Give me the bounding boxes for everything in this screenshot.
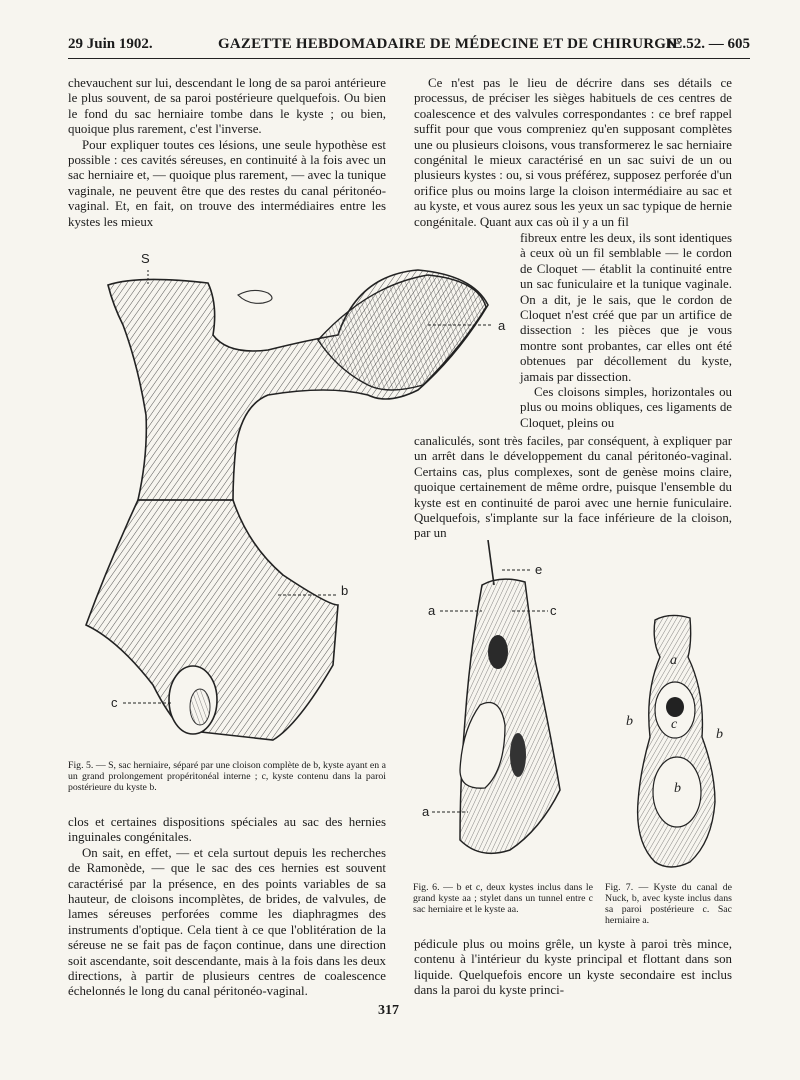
label-a-bottom: a — [422, 804, 430, 819]
left-bottom-text — [68, 815, 386, 1000]
figure-6-caption: Fig. 6. — b et c, deux kystes inclus dans le grand kyste aa ; stylet dans un tunnel entre c sac herniaire et le kyste aa. — [413, 882, 593, 915]
label-c: c — [111, 695, 118, 710]
paragraph: Ces cloisons simples, horizontales ou plus ou moins obliques, ces ligaments de Cloquet, pleins ou — [520, 385, 732, 430]
paragraph: clos et certaines dispositions spéciales au sac des hernies inguinales congénitales. — [68, 815, 386, 845]
page-number: 317 — [378, 1003, 399, 1018]
figure-6-illustration — [420, 540, 590, 870]
issue-page-number: N° 52. — 605 — [665, 36, 750, 52]
label-b-left: b — [626, 714, 633, 729]
cyst-c-inner-shape — [190, 689, 210, 725]
right-narrow-text — [520, 231, 732, 431]
label-a: a — [670, 653, 677, 668]
label-b: b — [341, 583, 349, 598]
cyst-dark-shape — [510, 733, 526, 777]
header-date: 29 Juin 1902. — [68, 36, 153, 52]
label-e: e — [535, 562, 543, 577]
label-c: c — [671, 717, 678, 732]
label-a-top: a — [428, 603, 436, 618]
label-b-right: b — [716, 727, 723, 742]
fragment-shape — [238, 290, 272, 303]
figure-7-illustration — [620, 612, 735, 874]
paragraph: Pour expliquer toutes ces lésions, une seule hypothèse est possible : ces cavités séreuses, en continuité à la fois avec un sac herniaire et, — quoique plus rarement, — avec la tunique vaginale, ne peuvent être que des restes du canal péritonéo-vaginal. Et, en fait, on trouve des intermédiaires entre les kystes les mieux — [68, 137, 386, 229]
running-header — [68, 36, 750, 59]
paragraph: canaliculés, sont très faciles, par conséquent, à expliquer par un arrêt dans le développement du canal péritonéo-vaginal. Certains cas, plus complexes, sont de genèse moins claire, quoique certainement de même ordre, puisque l'ensemble du kyste est en continuité de paroi avec une hernie funiculaire. Quelquefois, s'implante sur la face inférieure de la cloison, par un — [414, 434, 732, 541]
left-top-text — [68, 76, 386, 230]
label-a: a — [498, 318, 506, 333]
figure-7-caption: Fig. 7. — Kyste du canal de Nuck, b, avec kyste inclus dans sa paroi postérieure c. Sac herniaire a. — [605, 882, 732, 926]
paragraph: Ce n'est pas le lieu de décrire dans ses détails ce processus, de préciser les sièges habituels de ces centres de coalescence et des valvules correspondantes : ce bref rappel suffit pour que vous compreniez qu'en supposant complètes une ou plusieurs cloisons, vous transformerez le sac herniaire congénital le mieux caractérisé en un sac suivi de un ou plusieurs kystes : ou, si vous préférez, supposez perforée d'un orifice plus ou moins large la cloison intermédiaire au sac et au kyste, et vous aurez sous les yeux un sac typique de hernie congénitale. Quant aux cas où il y a un fil — [414, 76, 732, 229]
cyst-c-shape — [666, 697, 684, 717]
journal-title: GAZETTE HEBDOMADAIRE DE MÉDECINE ET DE CHIRURGIE. — [218, 36, 687, 52]
cyst-c-shape — [488, 635, 508, 669]
right-top-text — [414, 76, 732, 230]
label-c: c — [550, 603, 557, 618]
paragraph: fibreux entre les deux, ils sont identiques à ceux où un fil semblable — le cordon de Cloquet — établit la continuité entre un sac funiculaire et la tunique vaginale. On a dit, je le sais, que le cordon de Cloquet n'est créé que par un artifice de dissection : les pièces que je vous montre sont probantes, car elles ont été obtenues par décollement du kyste, jamais par dissection. — [520, 231, 732, 384]
figure-5-caption: Fig. 5. — S, sac herniaire, séparé par une cloison complète de b, kyste ayant en a un grand prolongement propéritonéal interne ; c, kyste contenu dans la paroi postérieure du kyste b. — [68, 760, 386, 793]
paragraph: pédicule plus ou moins grêle, un kyste à paroi très mince, contenu à l'intérieur du kyste principal et flottant dans son liquide. Quelquefois encore un kyste secondaire est inclus dans la paroi du kyste princi- — [414, 937, 732, 998]
stylet-shape — [488, 540, 494, 585]
label-b-bottom: b — [674, 781, 681, 796]
right-bottom-text — [414, 937, 732, 999]
label-s: S — [141, 251, 150, 266]
paragraph: On sait, en effet, — et cela surtout depuis les recherches de Ramonède, — que le sac des ces hernies est souvent caractérisé par la présence, en des points variables de sa hauteur, de cloisons incomplètes, de brides, de valvules, de lames séreuses perforées comme les diaphragmes des instruments d'optique. Cela tient à ce que l'oblitération de la séreuse ne se fait pas de façon continue, dans une direction soit ascendante, soit descendante, mais à la fois dans les deux directions, à partir de plusieurs centres de coalescence échelonnés le long du canal péritonéo-vaginal. — [68, 845, 386, 999]
figure-6-drawing — [420, 540, 590, 870]
paragraph: chevauchent sur lui, descendant le long de sa paroi antérieure le plus souvent, de sa paroi postérieure quelquefois. Ou bien le fond du sac herniaire tombe dans le kyste ; ou bien, quoique plus rarement, c'est l'inverse. — [68, 76, 386, 137]
figure-7-drawing — [620, 612, 735, 874]
